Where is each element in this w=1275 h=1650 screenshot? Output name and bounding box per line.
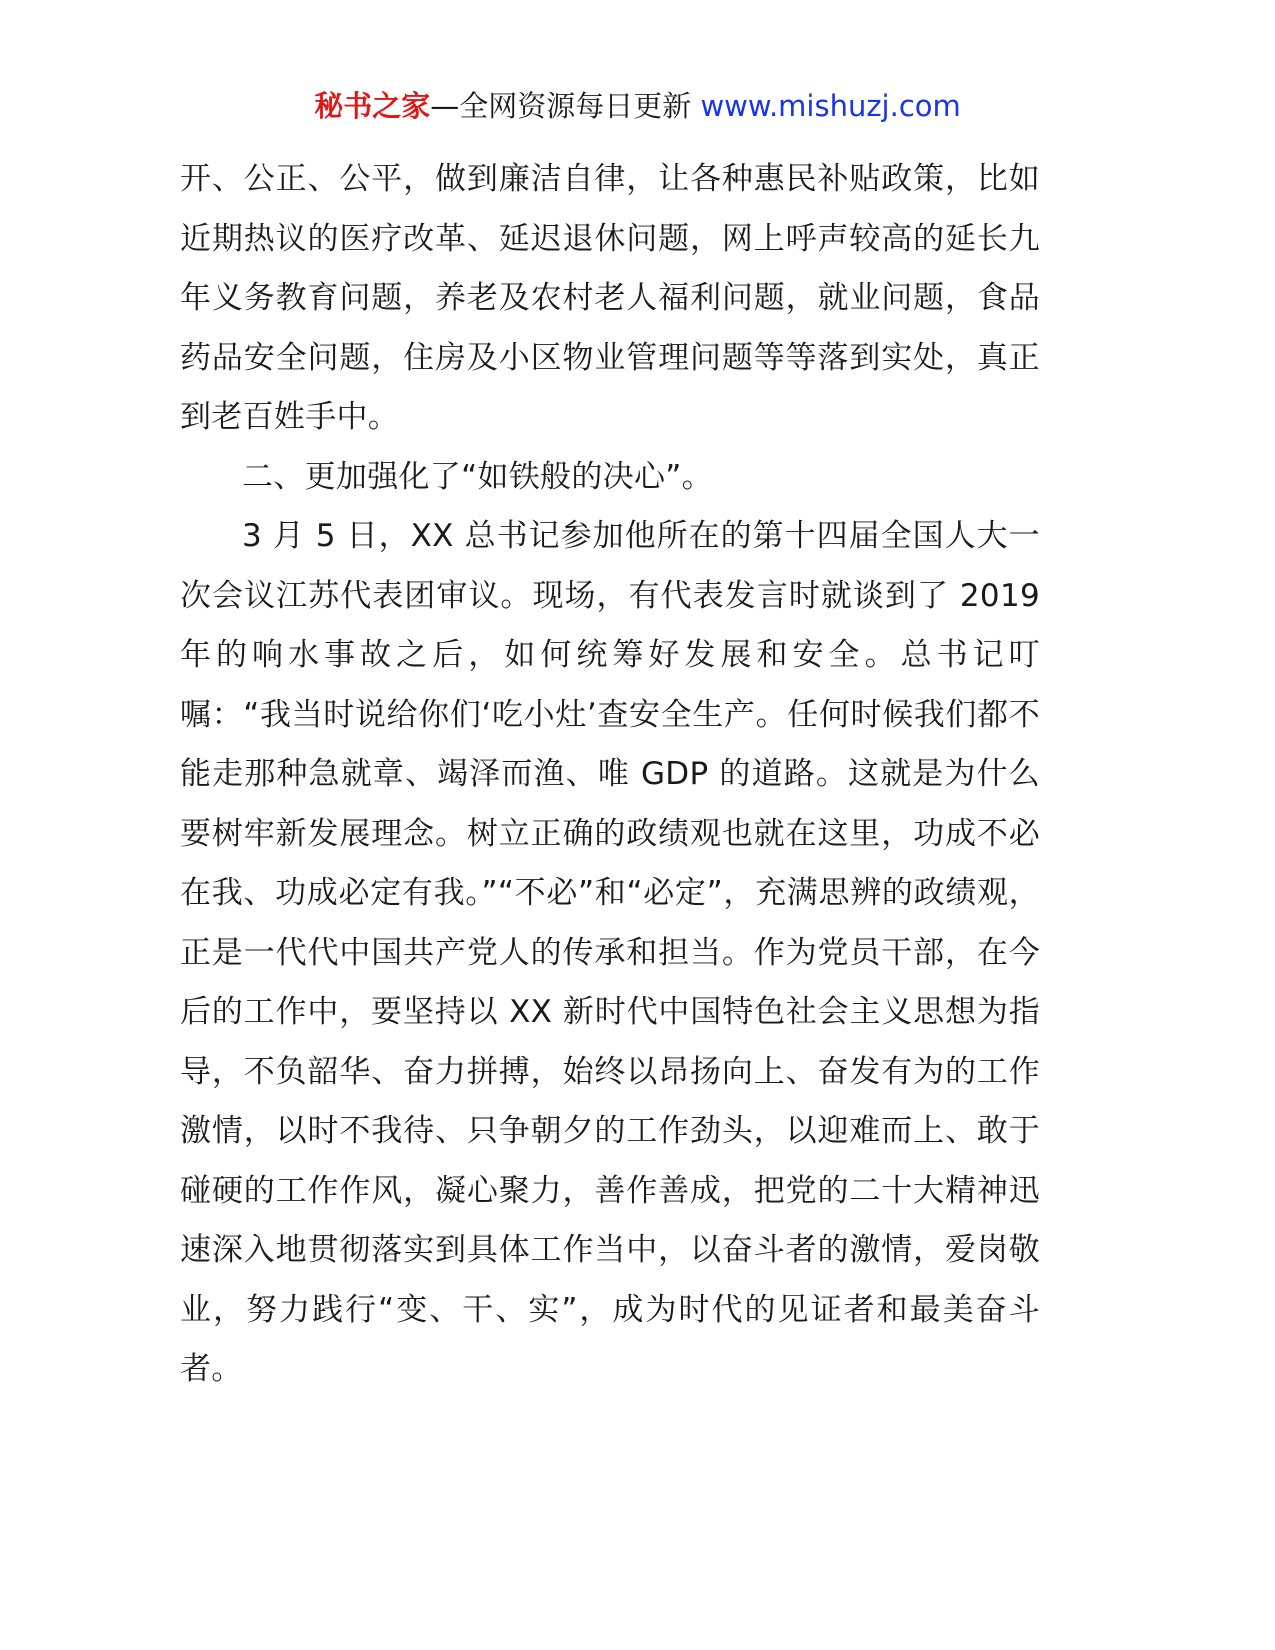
section-heading: 二、更加强化了“如铁般的决心”。: [242, 458, 713, 495]
paragraph-body: 3 月 5 日，XX 总书记参加他所在的第十四届全国人大一次会议江苏代表团审议。现场，有代表发言时就谈到了 2019 年的响水事故之后，如何统筹好发展和安全。总书记叮嘱：“我当时说给你们‘吃小灶’查安全生产。任何时候我们都不能走那种急就章、竭泽而渔、唯 GDP 的道路。这就是为什么要树牢新发展理念。树立正确的政绩观也就在这里，功成不必在我、功成必定有我。”“不必”和“必定”，充满思辨的政绩观，正是一代代中国共产党人的传承和担当。作为党员干部，在今后的工作中，要坚持以 XX 新时代中国特色社会主义思想为指导，不负韶华、奋力拼搏，始终以昂扬向上、奋发有为的工作激情，以时不我待、只争朝夕的工作劲头，以迎难而上、敢于碰硬的工作作风，凝心聚力，善作善成，把党的二十大精神迅速深入地贯彻落实到具体工作当中，以奋斗者的激情，爱岗敬业，努力践行“变、干、实”，成为时代的见证者和最美奋斗者。: [180, 518, 1040, 1387]
document-body: [180, 150, 1040, 1400]
paragraph-continuation: 开、公正、公平，做到廉洁自律，让各种惠民补贴政策，比如近期热议的医疗改革、延迟退休问题，网上呼声较高的延长九年义务教育问题，养老及农村老人福利问题，就业问题，食品药品安全问题，住房及小区物业管理问题等等落到实处，真正到老百姓手中。: [180, 161, 1040, 435]
page-header: [0, 86, 1275, 126]
header-tagline: —全网资源每日更新: [430, 89, 692, 123]
header-brand: 秘书之家: [314, 89, 431, 123]
header-site-link[interactable]: www.mishuzj.com: [700, 89, 961, 123]
